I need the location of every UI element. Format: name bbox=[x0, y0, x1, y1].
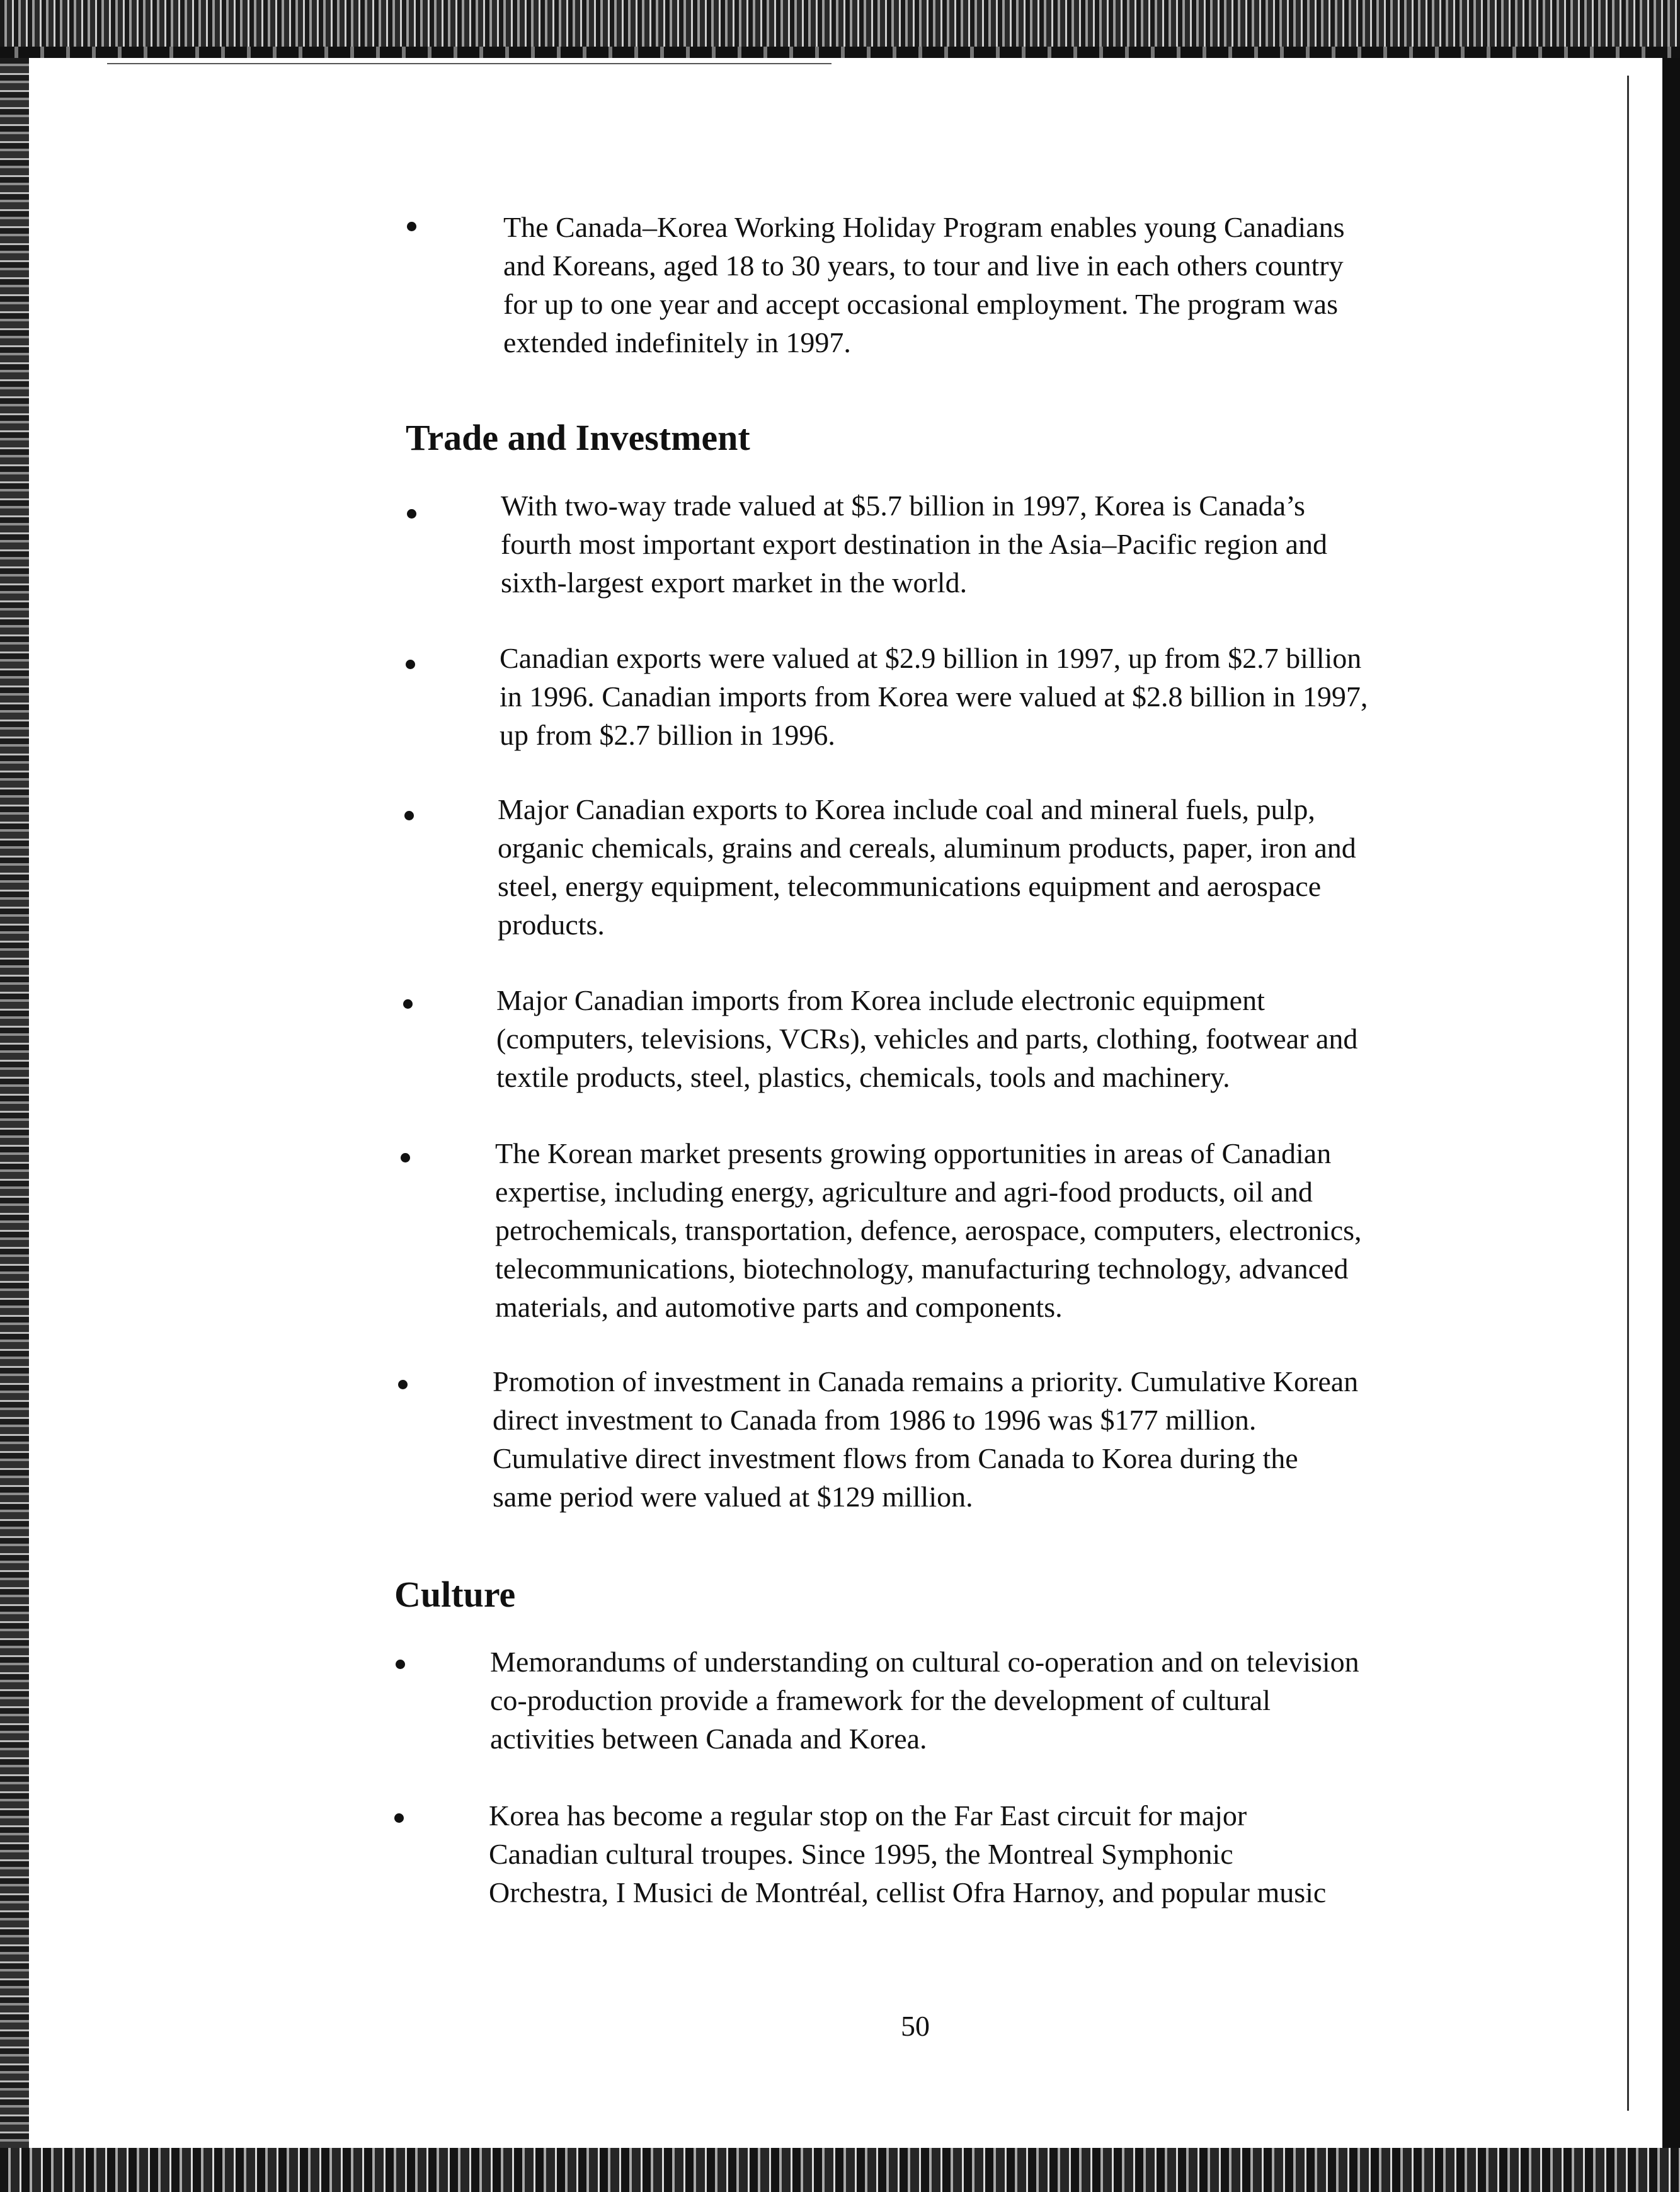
bullet-line: organic chemicals, grains and cereals, aluminum products, paper, iron and bbox=[498, 832, 1356, 864]
bullet-line: expertise, including energy, agriculture and agri-food products, oil and bbox=[495, 1176, 1313, 1208]
bullet-line: sixth-largest export market in the world. bbox=[501, 566, 968, 599]
bullet-dot bbox=[407, 509, 416, 519]
bullet-dot bbox=[403, 999, 413, 1009]
scan-border-bottom bbox=[0, 2148, 1680, 2192]
bullet-line: in 1996. Canadian imports from Korea were valued at $2.8 billion in 1997, bbox=[500, 680, 1368, 713]
bullet-line: Orchestra, I Musici de Montréal, cellist Ofra Harnoy, and popular music bbox=[489, 1876, 1327, 1908]
bullet-line: Memorandums of understanding on cultural co-operation and on television bbox=[490, 1646, 1359, 1678]
bullet-line: The Canada–Korea Working Holiday Program enables young Canadians bbox=[503, 211, 1345, 243]
bullet-line: Promotion of investment in Canada remains a priority. Cumulative Korean bbox=[493, 1365, 1359, 1397]
bullet-line: With two-way trade valued at $5.7 billion in 1997, Korea is Canada’s bbox=[501, 490, 1305, 522]
bullet-dot bbox=[398, 1380, 408, 1389]
bullet-line: materials, and automotive parts and components. bbox=[495, 1291, 1063, 1323]
bullet-dot bbox=[401, 1153, 410, 1162]
scan-border-right bbox=[1662, 58, 1680, 2150]
bullet-line: Cumulative direct investment flows from Canada to Korea during the bbox=[493, 1442, 1298, 1474]
bullet-line: Major Canadian imports from Korea include electronic equipment bbox=[496, 984, 1265, 1016]
bullet-line: petrochemicals, transportation, defence, aerospace, computers, electronics, bbox=[495, 1214, 1362, 1246]
bullet-line: activities between Canada and Korea. bbox=[490, 1723, 927, 1755]
bullet-line: steel, energy equipment, telecommunications equipment and aerospace bbox=[498, 870, 1322, 902]
bullet-dot bbox=[407, 222, 416, 231]
bullet-line: and Koreans, aged 18 to 30 years, to tour and live in each others country bbox=[503, 250, 1344, 282]
bullet-dot bbox=[396, 1660, 405, 1669]
section-heading-culture: Culture bbox=[394, 1574, 516, 1615]
bullet-line: products. bbox=[498, 909, 605, 941]
scan-border-left bbox=[0, 58, 29, 2150]
bullet-line: co-production provide a framework for the development of cultural bbox=[490, 1684, 1271, 1716]
page-number: 50 bbox=[901, 2010, 930, 2042]
bullet-line: Canadian exports were valued at $2.9 billion in 1997, up from $2.7 billion bbox=[500, 642, 1362, 674]
bullet-line: same period were valued at $129 million. bbox=[493, 1481, 973, 1513]
top-rule bbox=[107, 63, 831, 64]
bullet-line: direct investment to Canada from 1986 to 1996 was $177 million. bbox=[493, 1404, 1257, 1436]
bullet-line: fourth most important export destination in the Asia–Pacific region and bbox=[501, 528, 1328, 560]
bullet-line: (computers, televisions, VCRs), vehicles and parts, clothing, footwear and bbox=[496, 1023, 1358, 1055]
bullet-dot bbox=[404, 811, 414, 820]
bullet-line: extended indefinitely in 1997. bbox=[503, 326, 851, 359]
bullet-line: Major Canadian exports to Korea include coal and mineral fuels, pulp, bbox=[498, 793, 1315, 825]
bullet-line: telecommunications, biotechnology, manufacturing technology, advanced bbox=[495, 1253, 1349, 1285]
section-heading-trade: Trade and Investment bbox=[406, 417, 750, 458]
scan-edge-line bbox=[1627, 76, 1629, 2111]
bullet-line: up from $2.7 billion in 1996. bbox=[500, 719, 835, 751]
bullet-line: The Korean market presents growing opportunities in areas of Canadian bbox=[495, 1137, 1332, 1169]
bullet-line: Korea has become a regular stop on the Far East circuit for major bbox=[489, 1799, 1247, 1832]
bullet-line: Canadian cultural troupes. Since 1995, the Montreal Symphonic bbox=[489, 1838, 1233, 1870]
bullet-line: textile products, steel, plastics, chemicals, tools and machinery. bbox=[496, 1061, 1230, 1093]
bullet-line: for up to one year and accept occasional employment. The program was bbox=[503, 288, 1338, 320]
bullet-dot bbox=[406, 660, 415, 669]
scan-border-top bbox=[0, 0, 1680, 58]
bullet-dot bbox=[394, 1813, 404, 1823]
